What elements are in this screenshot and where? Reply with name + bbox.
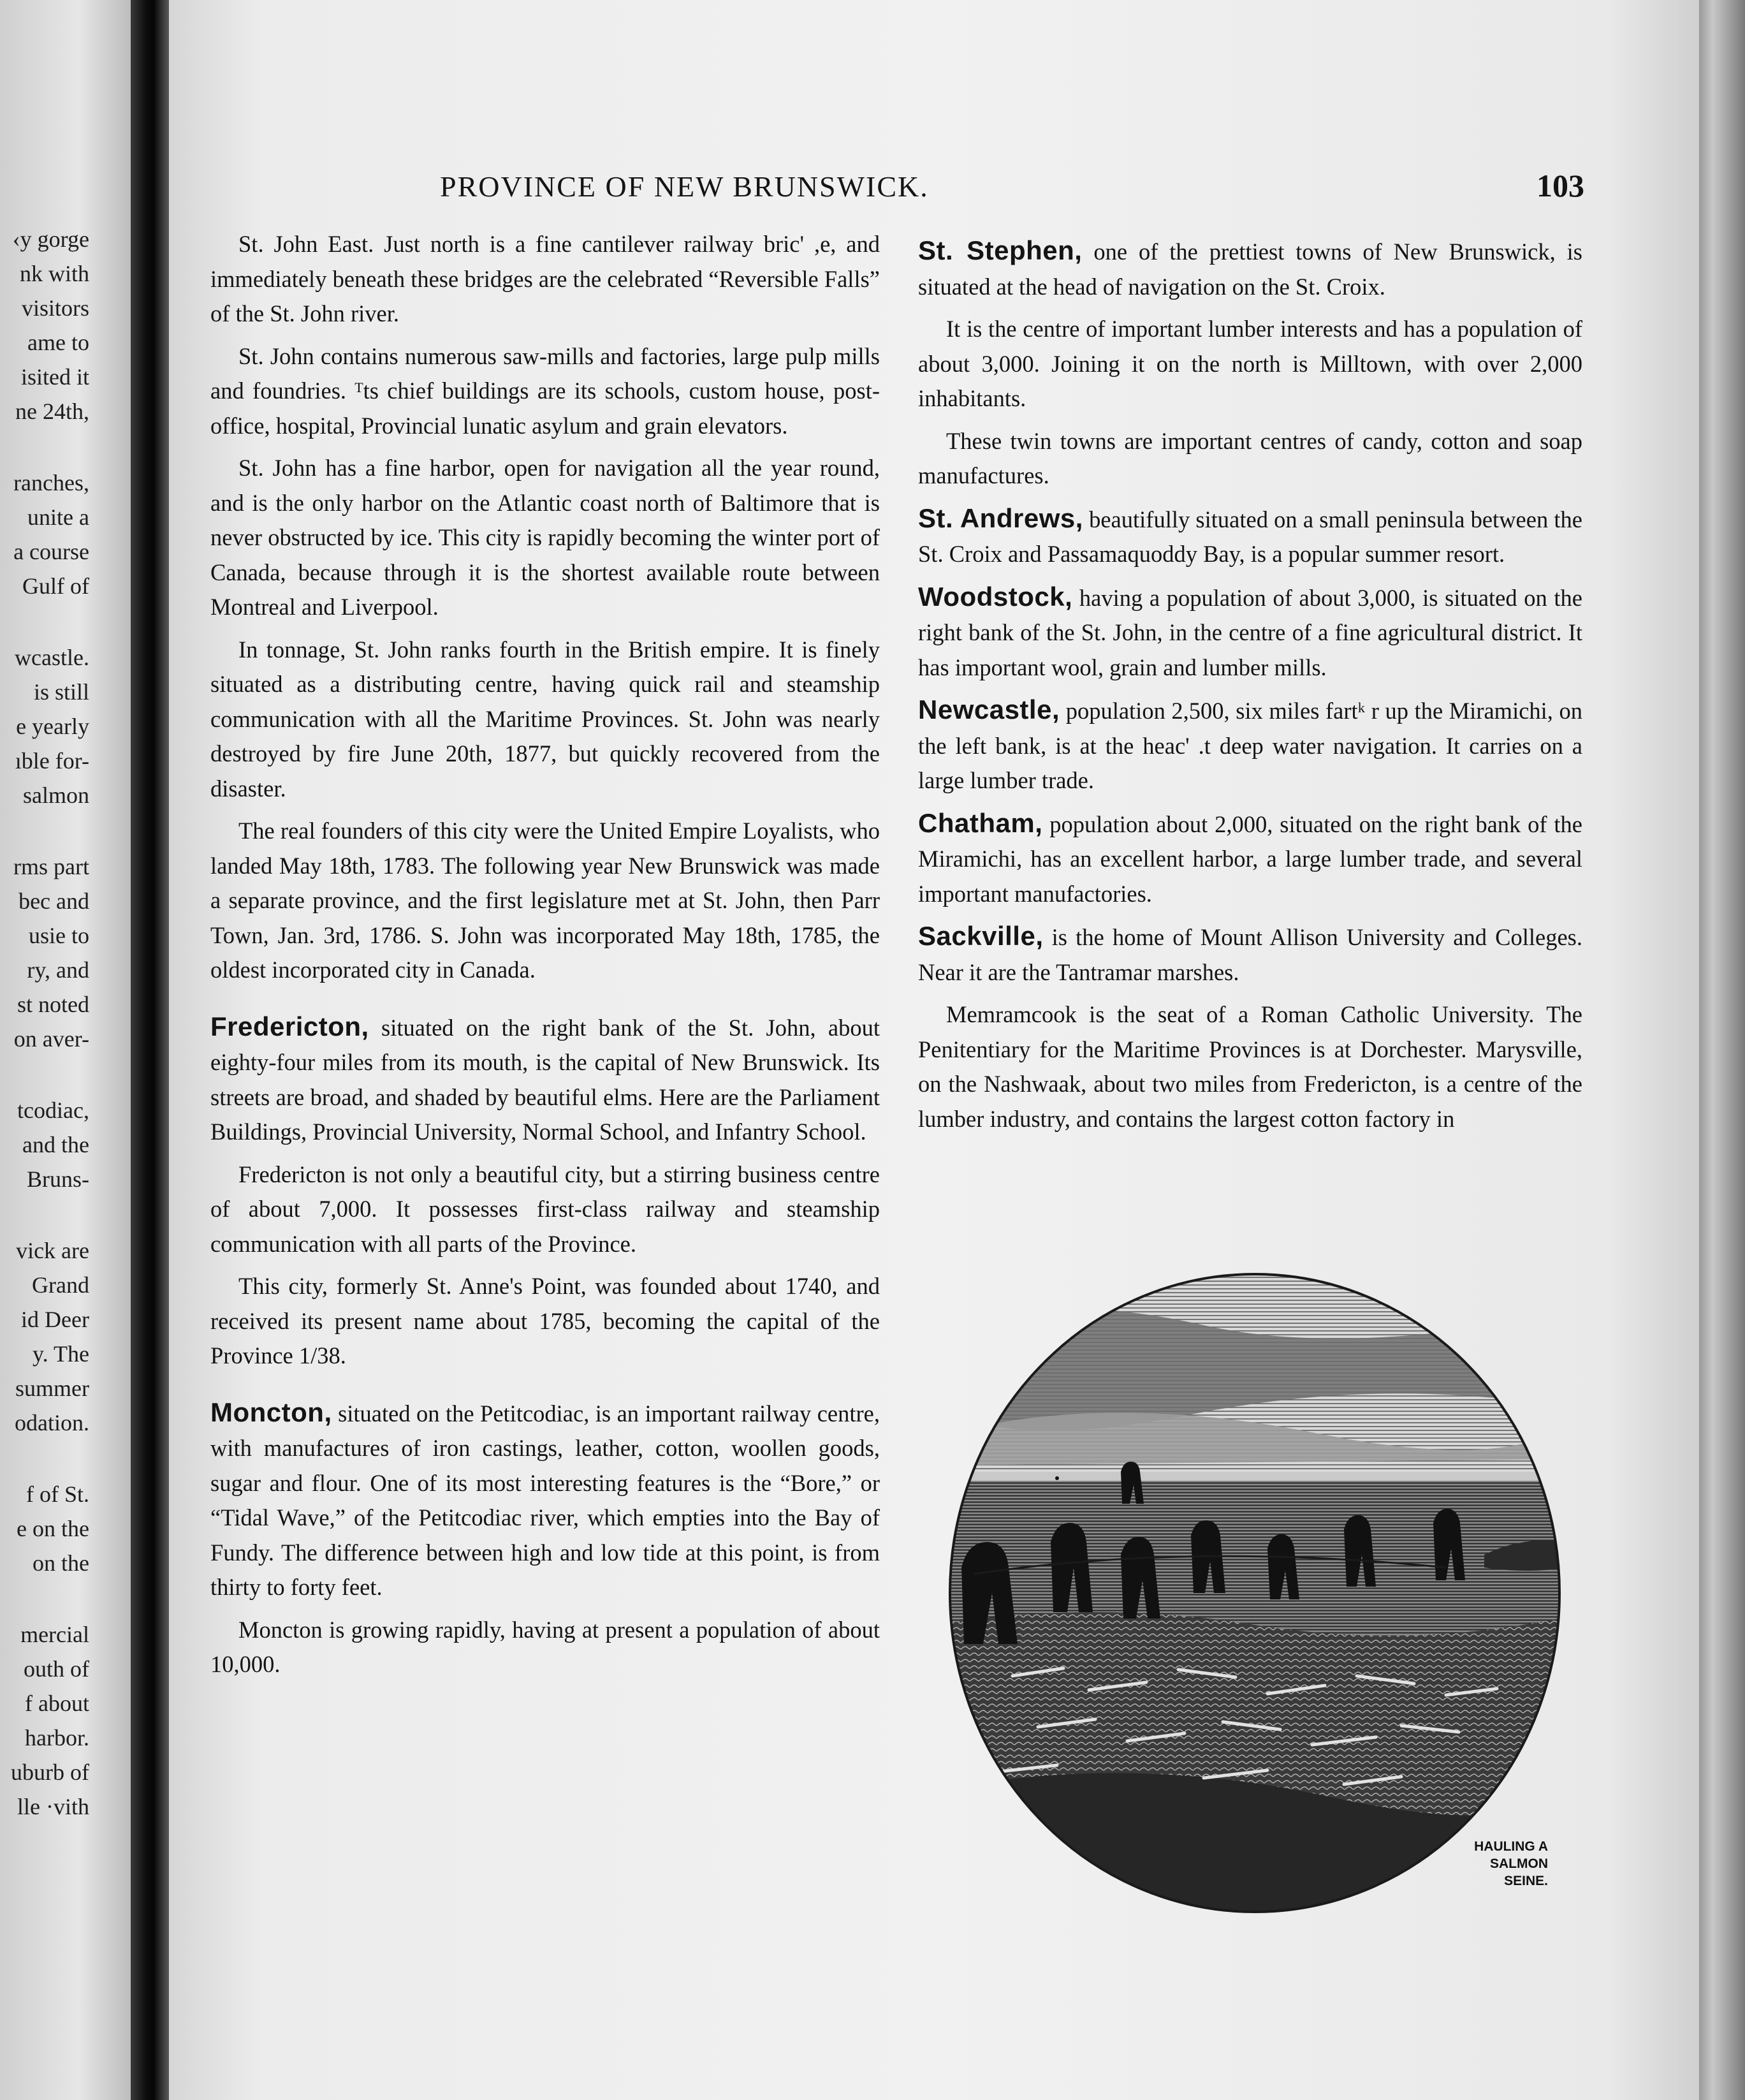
previous-page-line: Bruns- bbox=[27, 1166, 89, 1192]
paragraph bbox=[210, 1269, 880, 1374]
previous-page-line: vick are bbox=[16, 1238, 89, 1263]
paragraph-text: The real founders of this city were the United Empire Loyalists, who landed May 18th, 1783. The following year New Brunswick was made a separate province, and the first legislature met at St. John, then Parr Town, Jan. 3rd, 1786. S. John was incorporated May 18th, 1785, the oldest incorporated city in Canada. bbox=[210, 818, 880, 983]
paragraph-text: St. John contains numerous saw-mills and factories, large pulp mills and foundries. ᵀts chief buildings are its schools, custom house, post-office, hospital, Provincial lunatic asylum and grain elevators. bbox=[210, 342, 880, 439]
paragraph bbox=[210, 339, 880, 444]
paragraph bbox=[918, 424, 1582, 494]
paragraph bbox=[918, 312, 1582, 416]
previous-page-line: Gulf of bbox=[22, 573, 89, 599]
paragraph bbox=[210, 814, 880, 988]
fragment-gap bbox=[0, 429, 128, 466]
previous-page-line: a course bbox=[13, 539, 89, 564]
paragraph-text: It is the centre of important lumber interests and has a population of about 3,000. Joining it on the north is Milltown, with over 2,000 inhabitants. bbox=[918, 316, 1582, 411]
place-heading: St. Andrews, bbox=[918, 503, 1083, 533]
paragraph-text: situated on the right bank of the St. John, about eighty-four miles from its mouth, is the capital of New Brunswick. Its streets are broad, and shaded by beautiful elms. Here are the Parliament Buildings, Provincial University, Normal School, and Infantry School. bbox=[210, 1014, 880, 1145]
salmon-seine-engraving bbox=[936, 1268, 1573, 1918]
previous-page-line: tcodiac, bbox=[17, 1098, 89, 1123]
place-heading: St. Stephen, bbox=[918, 235, 1083, 265]
previous-page-line: unite a bbox=[27, 504, 89, 530]
paragraph-text: St. John has a fine harbor, open for navigation all the year round, and is the only harbor on the Atlantic coast north of Baltimore that is never obstructed by ice. This city is rapidly becoming the winter port of Canada, because through it is the shortest available route between Montreal and Liverpool. bbox=[210, 455, 880, 620]
previous-page-line: odation. bbox=[15, 1410, 89, 1435]
previous-page-line: isited it bbox=[21, 364, 89, 390]
paragraph bbox=[210, 227, 880, 332]
previous-page-edge bbox=[0, 0, 131, 2100]
book-gutter bbox=[131, 0, 169, 2100]
previous-page-line: ‹y gorge bbox=[12, 226, 89, 252]
paragraph bbox=[210, 451, 880, 625]
previous-page-line: ame to bbox=[27, 330, 89, 355]
previous-page-line: f of St. bbox=[26, 1481, 89, 1507]
paragraph-text: having a population of about 3,000, is situated on the right bank of the St. John, in the centre of a fine agricultural district. It has important wool, grain and lumber mills. bbox=[918, 584, 1582, 680]
previous-page-line: salmon bbox=[23, 782, 89, 808]
paragraph-text: population 2,500, six miles fartᵏ r up the Miramichi, on the left bank, is at the heac' .t deep water navigation. It carries on a large lumber trade. bbox=[918, 698, 1582, 793]
previous-page-line: rms part bbox=[13, 854, 89, 879]
place-heading: Woodstock, bbox=[918, 581, 1073, 612]
place-heading: Sackville, bbox=[918, 921, 1044, 951]
previous-page-line: e yearly bbox=[16, 714, 89, 739]
paragraph-text: situated on the Petitcodiac, is an important railway centre, with manufactures of iron castings, leather, cotton, woollen goods, sugar and flour. One of its most interesting features is the “Bore,” or “Tidal Wave,” of the Petitcodiac river, which empties into the Bay of Fundy. The difference between high and low tide at this point, is from thirty to forty feet. bbox=[210, 1400, 880, 1600]
illustration-caption bbox=[1440, 1838, 1548, 1890]
previous-page-line: harbor. bbox=[25, 1725, 89, 1751]
previous-page-line: y. The bbox=[33, 1341, 89, 1367]
previous-page-line: lle ·vith bbox=[17, 1794, 89, 1819]
left-column bbox=[210, 227, 880, 1690]
previous-page-line: Grand bbox=[32, 1272, 89, 1298]
paragraph-text: In tonnage, St. John ranks fourth in the British empire. It is finely situated as a distributing centre, having quick rail and steamship communication with all the Maritime Provinces. St. John was nearly destroyed by fire June 20th, 1877, but quickly recovered from the disaster. bbox=[210, 636, 880, 802]
previous-page-line: bec and bbox=[18, 888, 89, 914]
previous-page-line: nk with bbox=[19, 261, 89, 286]
previous-page-line: on aver- bbox=[13, 1026, 89, 1052]
place-heading: Chatham, bbox=[918, 807, 1043, 838]
place-heading: Newcastle, bbox=[918, 694, 1060, 724]
paragraph bbox=[210, 633, 880, 807]
fragment-gap bbox=[0, 812, 128, 849]
previous-page-line: ne 24th, bbox=[15, 399, 89, 424]
previous-page-line: ry, and bbox=[27, 957, 89, 983]
place-paragraph bbox=[210, 1010, 880, 1150]
fragment-gap bbox=[0, 603, 128, 640]
paragraph-text: St. John East. Just north is a fine cantilever railway bric' ,e, and immediately beneath these bridges are the celebrated “Reversible Falls” of the St. John river. bbox=[210, 231, 880, 327]
previous-page-line: and the bbox=[22, 1132, 89, 1157]
paragraph-text: Moncton is growing rapidly, having at present a population of about 10,000. bbox=[210, 1616, 880, 1677]
fragment-gap bbox=[0, 1580, 128, 1617]
previous-page-line: on the bbox=[33, 1550, 89, 1576]
fragment-gap bbox=[0, 1056, 128, 1093]
paragraph-text: population about 2,000, situated on the right bank of the Miramichi, has an excellent harbor, a large lumber trade, and several important manufactories. bbox=[918, 811, 1582, 907]
place-paragraph bbox=[918, 693, 1582, 798]
caption-line: SEINE. bbox=[1504, 1874, 1548, 1888]
previous-page-fragments bbox=[0, 222, 128, 1824]
previous-page-line: id Deer bbox=[21, 1307, 89, 1332]
paragraph-text: Fredericton is not only a beautiful city, but a stirring business centre of about 7,000. It possesses first-class railway and steamship communication with all parts of the Province. bbox=[210, 1161, 880, 1257]
place-paragraph bbox=[918, 806, 1582, 912]
previous-page-line: wcastle. bbox=[15, 645, 89, 670]
previous-page-line: summer bbox=[15, 1376, 89, 1401]
right-column bbox=[918, 233, 1582, 1144]
paragraph bbox=[918, 997, 1582, 1136]
previous-page-line: ıble for- bbox=[15, 748, 89, 774]
paragraph bbox=[210, 1157, 880, 1262]
previous-page-line: mercial bbox=[20, 1622, 89, 1647]
paragraph-text: These twin towns are important centres of candy, cotton and soap manufactures. bbox=[918, 427, 1582, 488]
previous-page-line: e on the bbox=[17, 1516, 89, 1541]
place-paragraph bbox=[918, 501, 1582, 572]
place-paragraph bbox=[918, 580, 1582, 686]
paragraph-text: is the home of Mount Allison University and Colleges. Near it are the Tantramar marshes. bbox=[918, 924, 1582, 985]
place-heading: Fredericton, bbox=[210, 1011, 369, 1041]
previous-page-line: st noted bbox=[17, 992, 89, 1017]
paragraph bbox=[210, 1613, 880, 1682]
caption-line: SALMON bbox=[1490, 1856, 1548, 1871]
fragment-gap bbox=[0, 1196, 128, 1233]
caption-line: HAULING A bbox=[1474, 1839, 1548, 1854]
previous-page-line: outh of bbox=[24, 1656, 89, 1682]
paragraph-text: one of the prettiest towns of New Brunswick, is situated at the head of navigation on the St. Croix. bbox=[918, 239, 1582, 300]
running-head: PROVINCE OF NEW BRUNSWICK. bbox=[440, 170, 929, 203]
previous-page-line: uburb of bbox=[11, 1759, 89, 1785]
place-paragraph bbox=[918, 233, 1582, 304]
place-heading: Moncton, bbox=[210, 1397, 332, 1427]
place-paragraph bbox=[918, 919, 1582, 990]
previous-page-line: is still bbox=[33, 679, 89, 705]
fragment-gap bbox=[0, 1440, 128, 1477]
paragraph-text: beautifully situated on a small peninsula between the St. Croix and Passamaquoddy Bay, is a popular summer resort. bbox=[918, 506, 1582, 567]
previous-page-line: visitors bbox=[21, 295, 89, 321]
place-paragraph bbox=[210, 1395, 880, 1605]
previous-page-line: usie to bbox=[29, 923, 89, 948]
paragraph-text: This city, formerly St. Anne's Point, was founded about 1740, and received its present name about 1785, becoming the capital of the Province 1/38. bbox=[210, 1273, 880, 1369]
paragraph-text: Memramcook is the seat of a Roman Catholic University. The Penitentiary for the Maritime Provinces is at Dorchester. Marysville, on the Nashwaak, about two miles from Fredericton, is a centre of the lumber industry, and contains the largest cotton factory in bbox=[918, 1001, 1582, 1132]
page-stack-edge bbox=[1699, 0, 1745, 2100]
previous-page-line: ranches, bbox=[13, 470, 89, 496]
page-number: 103 bbox=[1537, 168, 1584, 203]
previous-page-line: f about bbox=[25, 1691, 89, 1716]
